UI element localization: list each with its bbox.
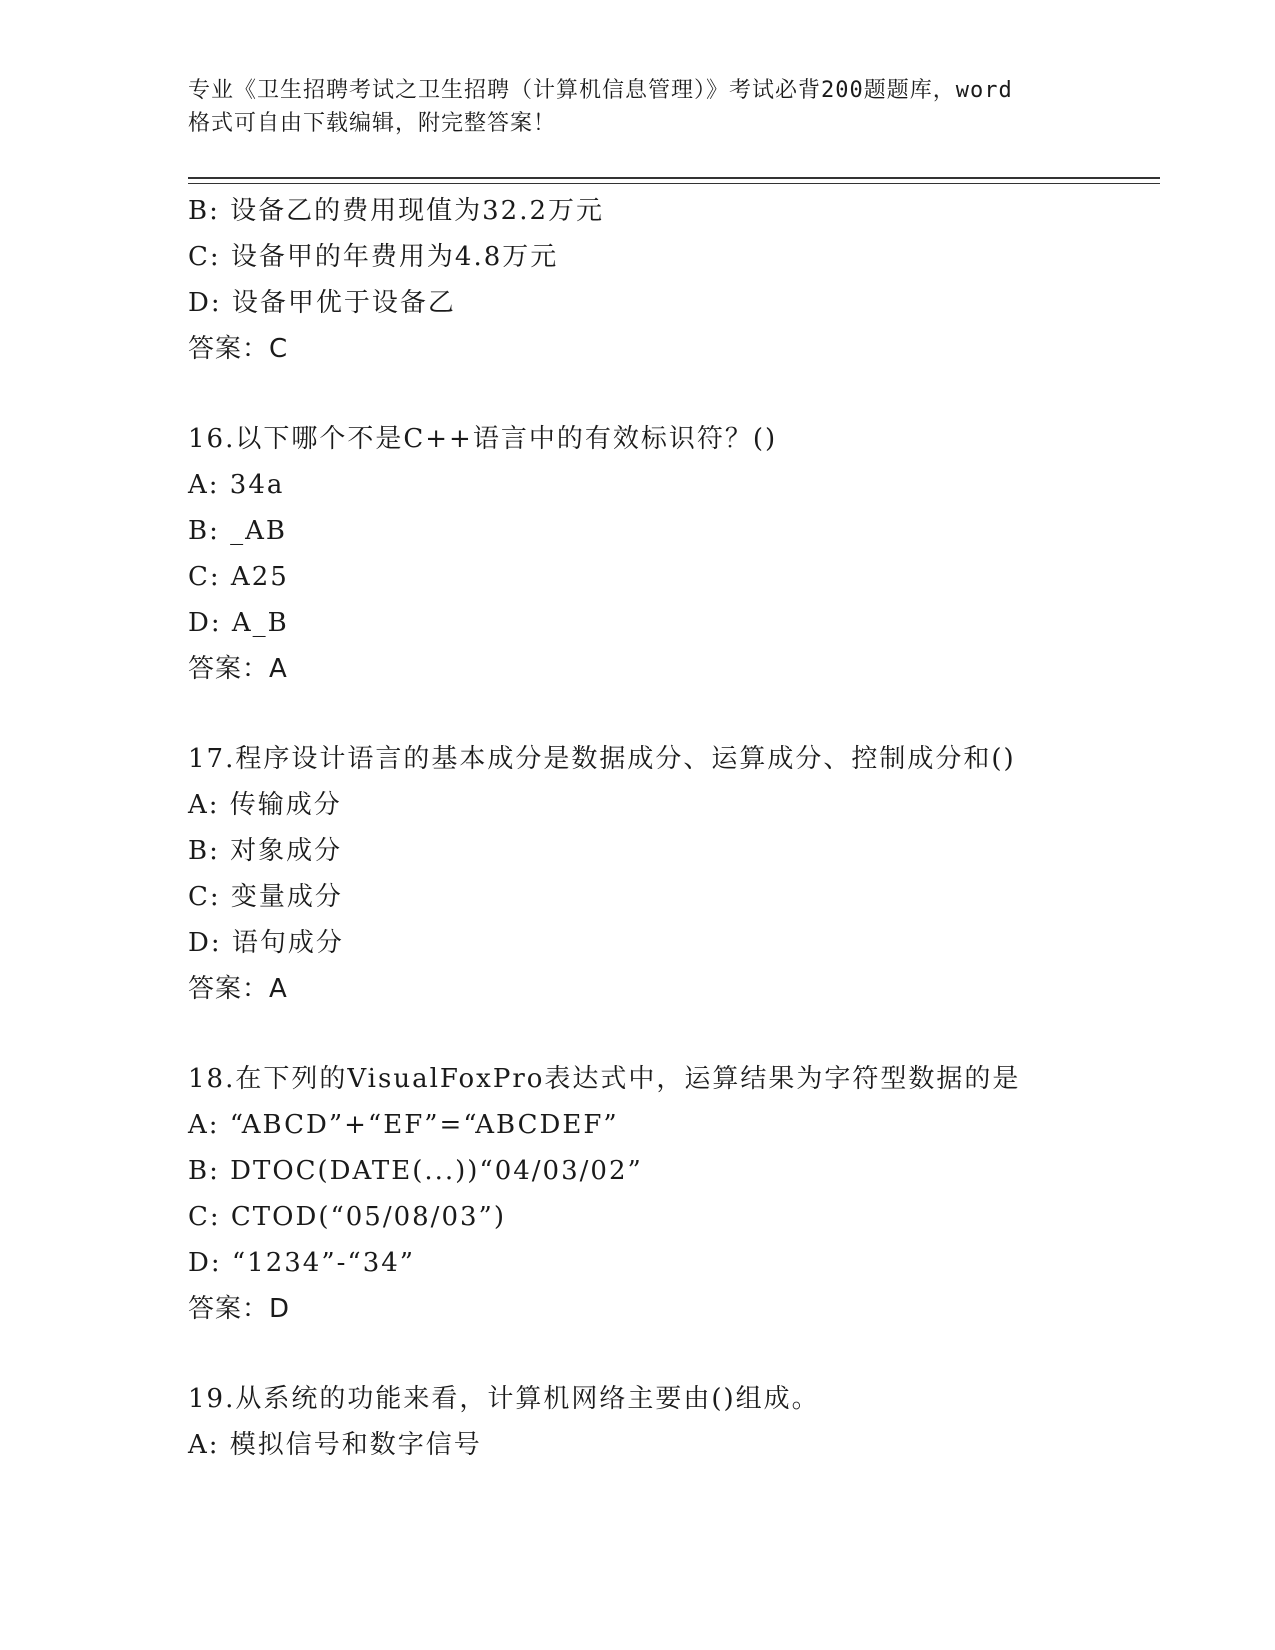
header-divider-thick	[188, 177, 1160, 179]
question-18	[188, 1056, 1148, 1332]
option-d: D: “1234”-“34”	[188, 1248, 416, 1278]
option-d: D: A_B	[188, 608, 289, 638]
question-stem: 16.以下哪个不是C++语言中的有效标识符？()	[188, 424, 778, 454]
option-d: D: 语句成分	[188, 928, 344, 958]
option-b: B: _AB	[188, 516, 288, 546]
option-b: B: DTOC(DATE(...))“04/03/02”	[188, 1156, 643, 1186]
answer-line: 答案：C	[188, 334, 289, 364]
option-c: C: A25	[188, 562, 289, 592]
question-17	[188, 736, 1148, 1012]
option-c: C: 设备甲的年费用为4.8万元	[188, 242, 559, 272]
option-a: A: “ABCD”+“EF”=“ABCDEF”	[188, 1110, 619, 1140]
question-stem: 18.在下列的VisualFoxPro表达式中，运算结果为字符型数据的是	[188, 1064, 1021, 1094]
answer-line: 答案：A	[188, 974, 288, 1004]
header-title-line-2: 格式可自由下载编辑，附完整答案！	[188, 111, 557, 136]
option-a: A: 传输成分	[188, 790, 342, 820]
option-b: B: 对象成分	[188, 836, 343, 866]
answer-line: 答案：D	[188, 1294, 291, 1324]
option-a: A: 34a	[188, 470, 285, 500]
option-b: B: 设备乙的费用现值为32.2万元	[188, 196, 605, 226]
question-16	[188, 416, 1148, 692]
question-15-partial	[188, 188, 1148, 372]
header-title-line-1: 专业《卫生招聘考试之卫生招聘（计算机信息管理）》考试必背200题题库，word	[188, 78, 1013, 103]
question-list	[188, 188, 1148, 1468]
document-header	[188, 74, 1088, 140]
question-stem: 19.从系统的功能来看，计算机网络主要由()组成。	[188, 1384, 820, 1414]
question-stem: 17.程序设计语言的基本成分是数据成分、运算成分、控制成分和()	[188, 744, 1016, 774]
answer-line: 答案：A	[188, 654, 288, 684]
question-19	[188, 1376, 1148, 1468]
option-d: D: 设备甲优于设备乙	[188, 288, 456, 318]
option-a: A: 模拟信号和数字信号	[188, 1430, 482, 1460]
option-c: C: CTOD(“05/08/03”)	[188, 1202, 506, 1232]
header-divider-thin	[188, 183, 1160, 184]
option-c: C: 变量成分	[188, 882, 343, 912]
